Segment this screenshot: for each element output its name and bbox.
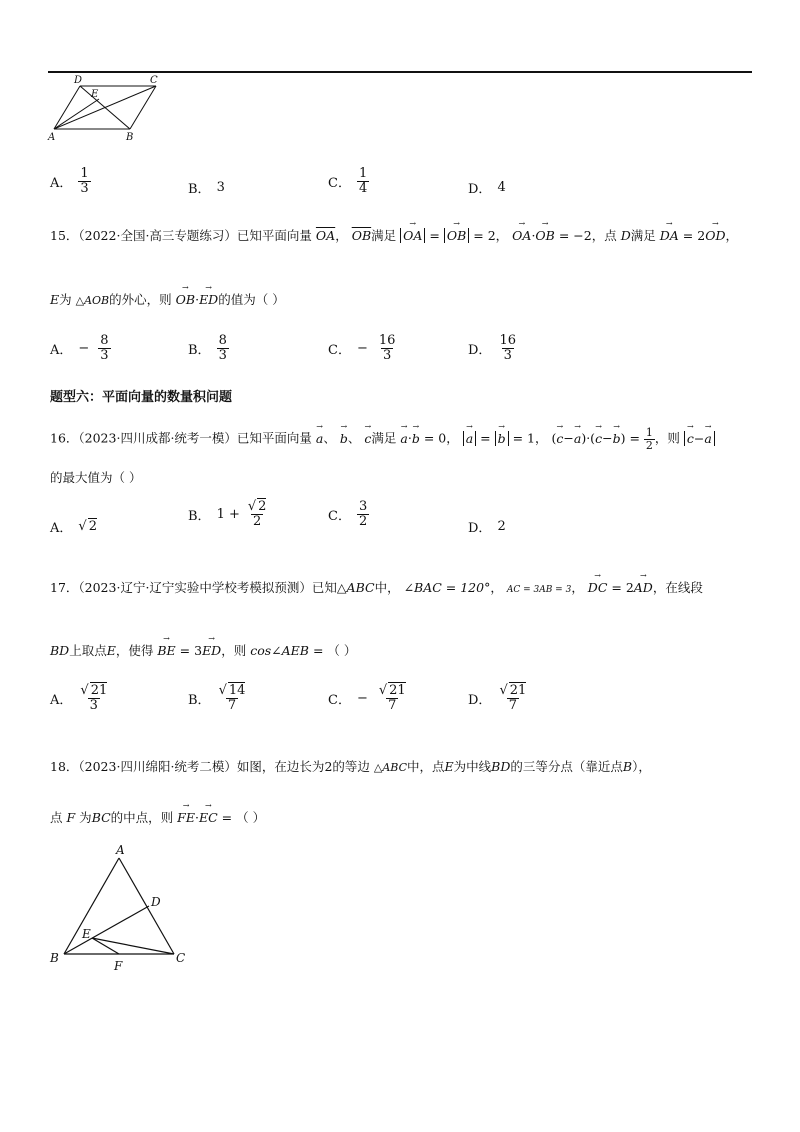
- q16-option-a[interactable]: A． √ 2: [50, 519, 97, 536]
- q16-line2: 的最大值为（ ）: [50, 470, 142, 485]
- q15-option-c[interactable]: C． − $\frac{16}{3}$: [328, 333, 396, 363]
- q18-label-e: E: [82, 927, 91, 941]
- q16-option-b[interactable]: B． 1 + $\frac{√ 2}{2}$: [188, 499, 267, 529]
- header-rule: [48, 71, 752, 73]
- q17-line1: 17．（2023·辽宁·辽宁实验中学校考模拟预测）已知△ABC中， ∠BAC = 120°， AC = 3AB = 3， → DC = 2→ AD，在线段: [50, 578, 703, 596]
- q17-option-a[interactable]: A． $\frac{√ 21}{3}$: [50, 683, 108, 713]
- q15-line2: E为 △AOB的外心，则 → OB·→ ED的值为（ ）: [50, 290, 285, 308]
- q17-option-b[interactable]: B． $\frac{√ 14}{7}$: [188, 683, 246, 713]
- q17-option-d[interactable]: D． $\frac{√ 21}{7}$: [468, 683, 527, 713]
- q14-label-a: A: [48, 132, 56, 143]
- q14-parallelogram-figure: [44, 74, 174, 144]
- q14-label-d: D: [74, 75, 83, 86]
- q15-line1: 15．（2022·全国·高三专题练习）已知平面向量 $\overline{OA}$， $\overline{OB}$满足 → OA = → OB = 2， → OA·→ OB = −2，点 D满足 → DA = 2→ OD，: [50, 226, 738, 244]
- q17-option-c[interactable]: C． − $\frac{√ 21}{7}$: [328, 683, 406, 713]
- q14-option-c[interactable]: C． $\frac{1}{4}$: [328, 166, 368, 196]
- section-title: 题型六：平面向量的数量积问题: [50, 390, 233, 405]
- q18-label-b: B: [50, 951, 59, 965]
- q14-option-b[interactable]: B． 3: [188, 180, 225, 197]
- q16-option-d[interactable]: D． 2: [468, 519, 506, 536]
- q14-label-c: C: [150, 75, 158, 86]
- q15-option-b[interactable]: B． $\frac{8}{3}$: [188, 333, 227, 363]
- q18-triangle-figure: [44, 840, 194, 975]
- q18-label-c: C: [176, 951, 186, 965]
- q18-label-f: F: [114, 959, 123, 973]
- q16-option-c[interactable]: C． $\frac{3}{2}$: [328, 499, 368, 529]
- q16-line1: 16．（2023·四川成都·统考一模）已知平面向量 → a、 → b、 → c满足 → a·→ b = 0， → a = → b = 1， (→ c−→ a)·(→ c−→ b) = $\frac{1}{2}$ ，则 → c−→ a: [50, 427, 715, 451]
- q14-label-e: E: [91, 89, 99, 100]
- q17-line2: BD上取点E，使得 → BE = 3→ ED，则 cos∠AEB = （ ）: [50, 641, 356, 659]
- q14-option-a[interactable]: A． $\frac{1}{3}$: [50, 166, 89, 196]
- q18-label-d: D: [151, 895, 161, 909]
- q15-option-d[interactable]: D． $\frac{16}{3}$: [468, 333, 516, 363]
- q15-option-a[interactable]: A． − $\frac{8}{3}$: [50, 333, 109, 363]
- q18-label-a: A: [116, 843, 125, 857]
- q14-label-b: B: [126, 132, 134, 143]
- q18-line1: 18．（2023·四川绵阳·统考二模）如图，在边长为2的等边 △ABC中，点E为中线BD的三等分点（靠近点B），: [50, 759, 651, 774]
- q14-option-d[interactable]: D． 4: [468, 180, 506, 197]
- q18-line2: 点 F 为BC的中点，则 → FE·→ EC = （ ）: [50, 808, 265, 826]
